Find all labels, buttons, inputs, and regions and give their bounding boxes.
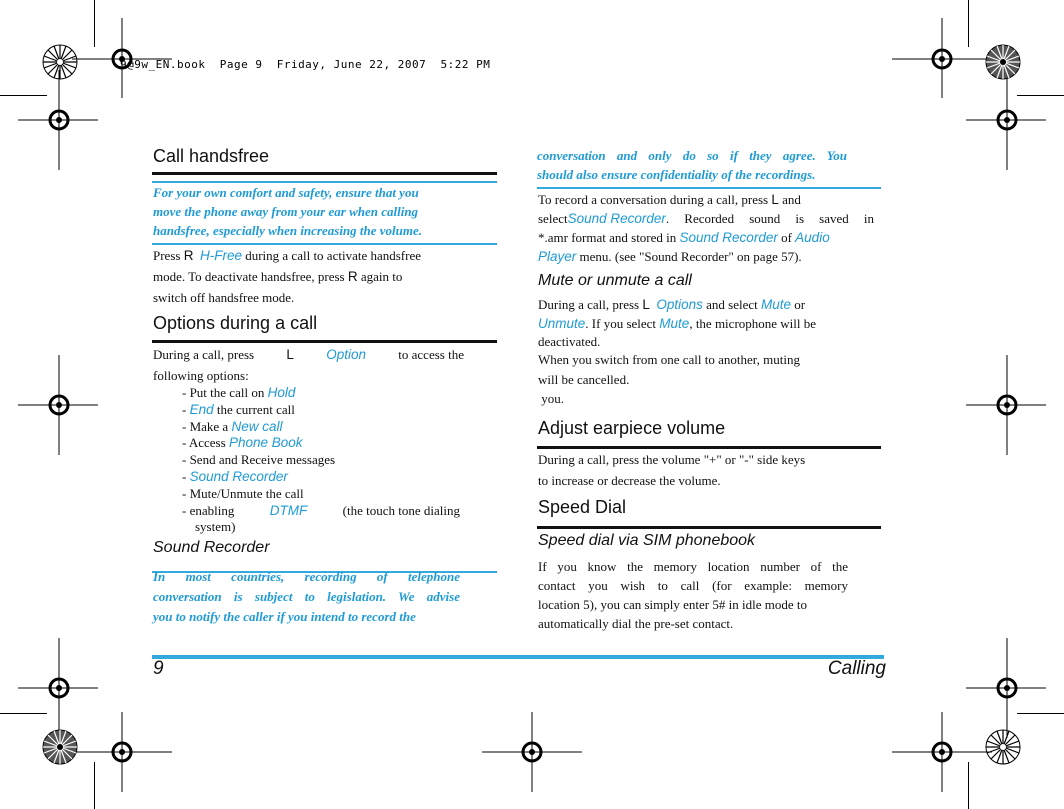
list-item: - Mute/Unmute the call: [182, 485, 304, 501]
options-paragraph: During a call, press L Option to access the following options:: [153, 347, 464, 383]
registration-mark-right-top: [966, 70, 1046, 170]
list-item: - Make a New call: [182, 418, 283, 434]
heading-speed-dial: Speed Dial: [538, 497, 627, 517]
footer-rule: [152, 655, 884, 659]
list-item: - Send and Receive messages: [182, 452, 336, 468]
options-list: [182, 385, 460, 536]
starburst-icon-bottom-right: [985, 729, 1021, 765]
list-item: - Sound Recorder: [182, 468, 288, 484]
heading-speed-dial-sim: Speed dial via SIM phonebook: [538, 532, 756, 549]
term-option: Option: [326, 347, 366, 362]
heading-sound-recorder: Sound Recorder: [153, 539, 270, 556]
registration-mark-left-top: [18, 70, 98, 170]
note-rule-bottom: [537, 187, 881, 189]
handsfree-paragraph: Press R H-Free during a call to activate handsfree mode. To deactivate handsfree, press R again to switch off handsfree mode.: [153, 248, 421, 305]
registration-mark-bottom-right: [892, 712, 992, 792]
registration-mark-bottom-center: [482, 712, 582, 792]
mute-paragraph: During a call, press L Options and select Mute or Unmute. If you select Mute, the microphone will be deactivated. When you switch from one call to another, muting will be cancelled. you.: [538, 297, 817, 406]
heading-rule: [152, 340, 497, 343]
starburst-icon-top-left: [42, 44, 78, 80]
legislation-note-continued: conversation and only do so if they agree. You should also ensure confidentiality of the recordings.: [537, 148, 847, 182]
starburst-icon-top-right: [985, 44, 1021, 80]
heading-rule: [152, 172, 497, 175]
record-paragraph: To record a conversation during a call, press L and select Sound Recorder . Recorded sound is saved in *.amr format and stored in Sound Recorder of Audio Player menu. (see "Sound Recorder" on page 57).: [538, 192, 874, 264]
speed-dial-paragraph: If you know the memory location number of the contact you wish to call (for example: memory location 5), you can simply enter 5# in idle mode to automatically dial the pre-set contact.: [538, 559, 848, 631]
print-slug: 9@9w_EN.book Page 9 Friday, June 22, 2007 5:22 PM: [120, 58, 491, 71]
registration-mark-left-middle: [18, 355, 98, 455]
key-r: R: [183, 248, 194, 263]
list-item: - End the current call: [182, 401, 295, 417]
term-h-free: H-Free: [199, 248, 242, 263]
heading-earpiece-volume: Adjust earpiece volume: [538, 418, 726, 438]
legislation-note: In most countries, recording of telephone conversation is subject to legislation. We advise you to notify the caller if you intend to record the: [153, 569, 460, 624]
safety-note: For your own comfort and safety, ensure that you move the phone away from your ear when calling handsfree, especially when increasing the volume.: [153, 185, 423, 238]
note-rule-bottom: [152, 243, 497, 245]
registration-mark-bottom-left: [72, 712, 172, 792]
list-item: - Access Phone Book: [182, 435, 303, 451]
list-item: system): [195, 519, 236, 535]
section-title: Calling: [827, 658, 886, 679]
heading-mute-unmute: Mute or unmute a call: [538, 272, 692, 289]
heading-call-handsfree: Call handsfree: [153, 146, 270, 166]
registration-mark-right-middle: [966, 355, 1046, 455]
earpiece-paragraph: During a call, press the volume "+" or "-" side keys to increase or decrease the volume.: [538, 452, 806, 488]
list-item: - Put the call on Hold: [182, 385, 296, 400]
heading-rule: [537, 526, 881, 529]
starburst-icon-bottom-left: [42, 729, 78, 765]
heading-options-during-call: Options during a call: [153, 313, 318, 333]
page-number: 9: [153, 658, 164, 679]
list-item: - enabling DTMF (the touch tone dialing: [182, 502, 460, 518]
